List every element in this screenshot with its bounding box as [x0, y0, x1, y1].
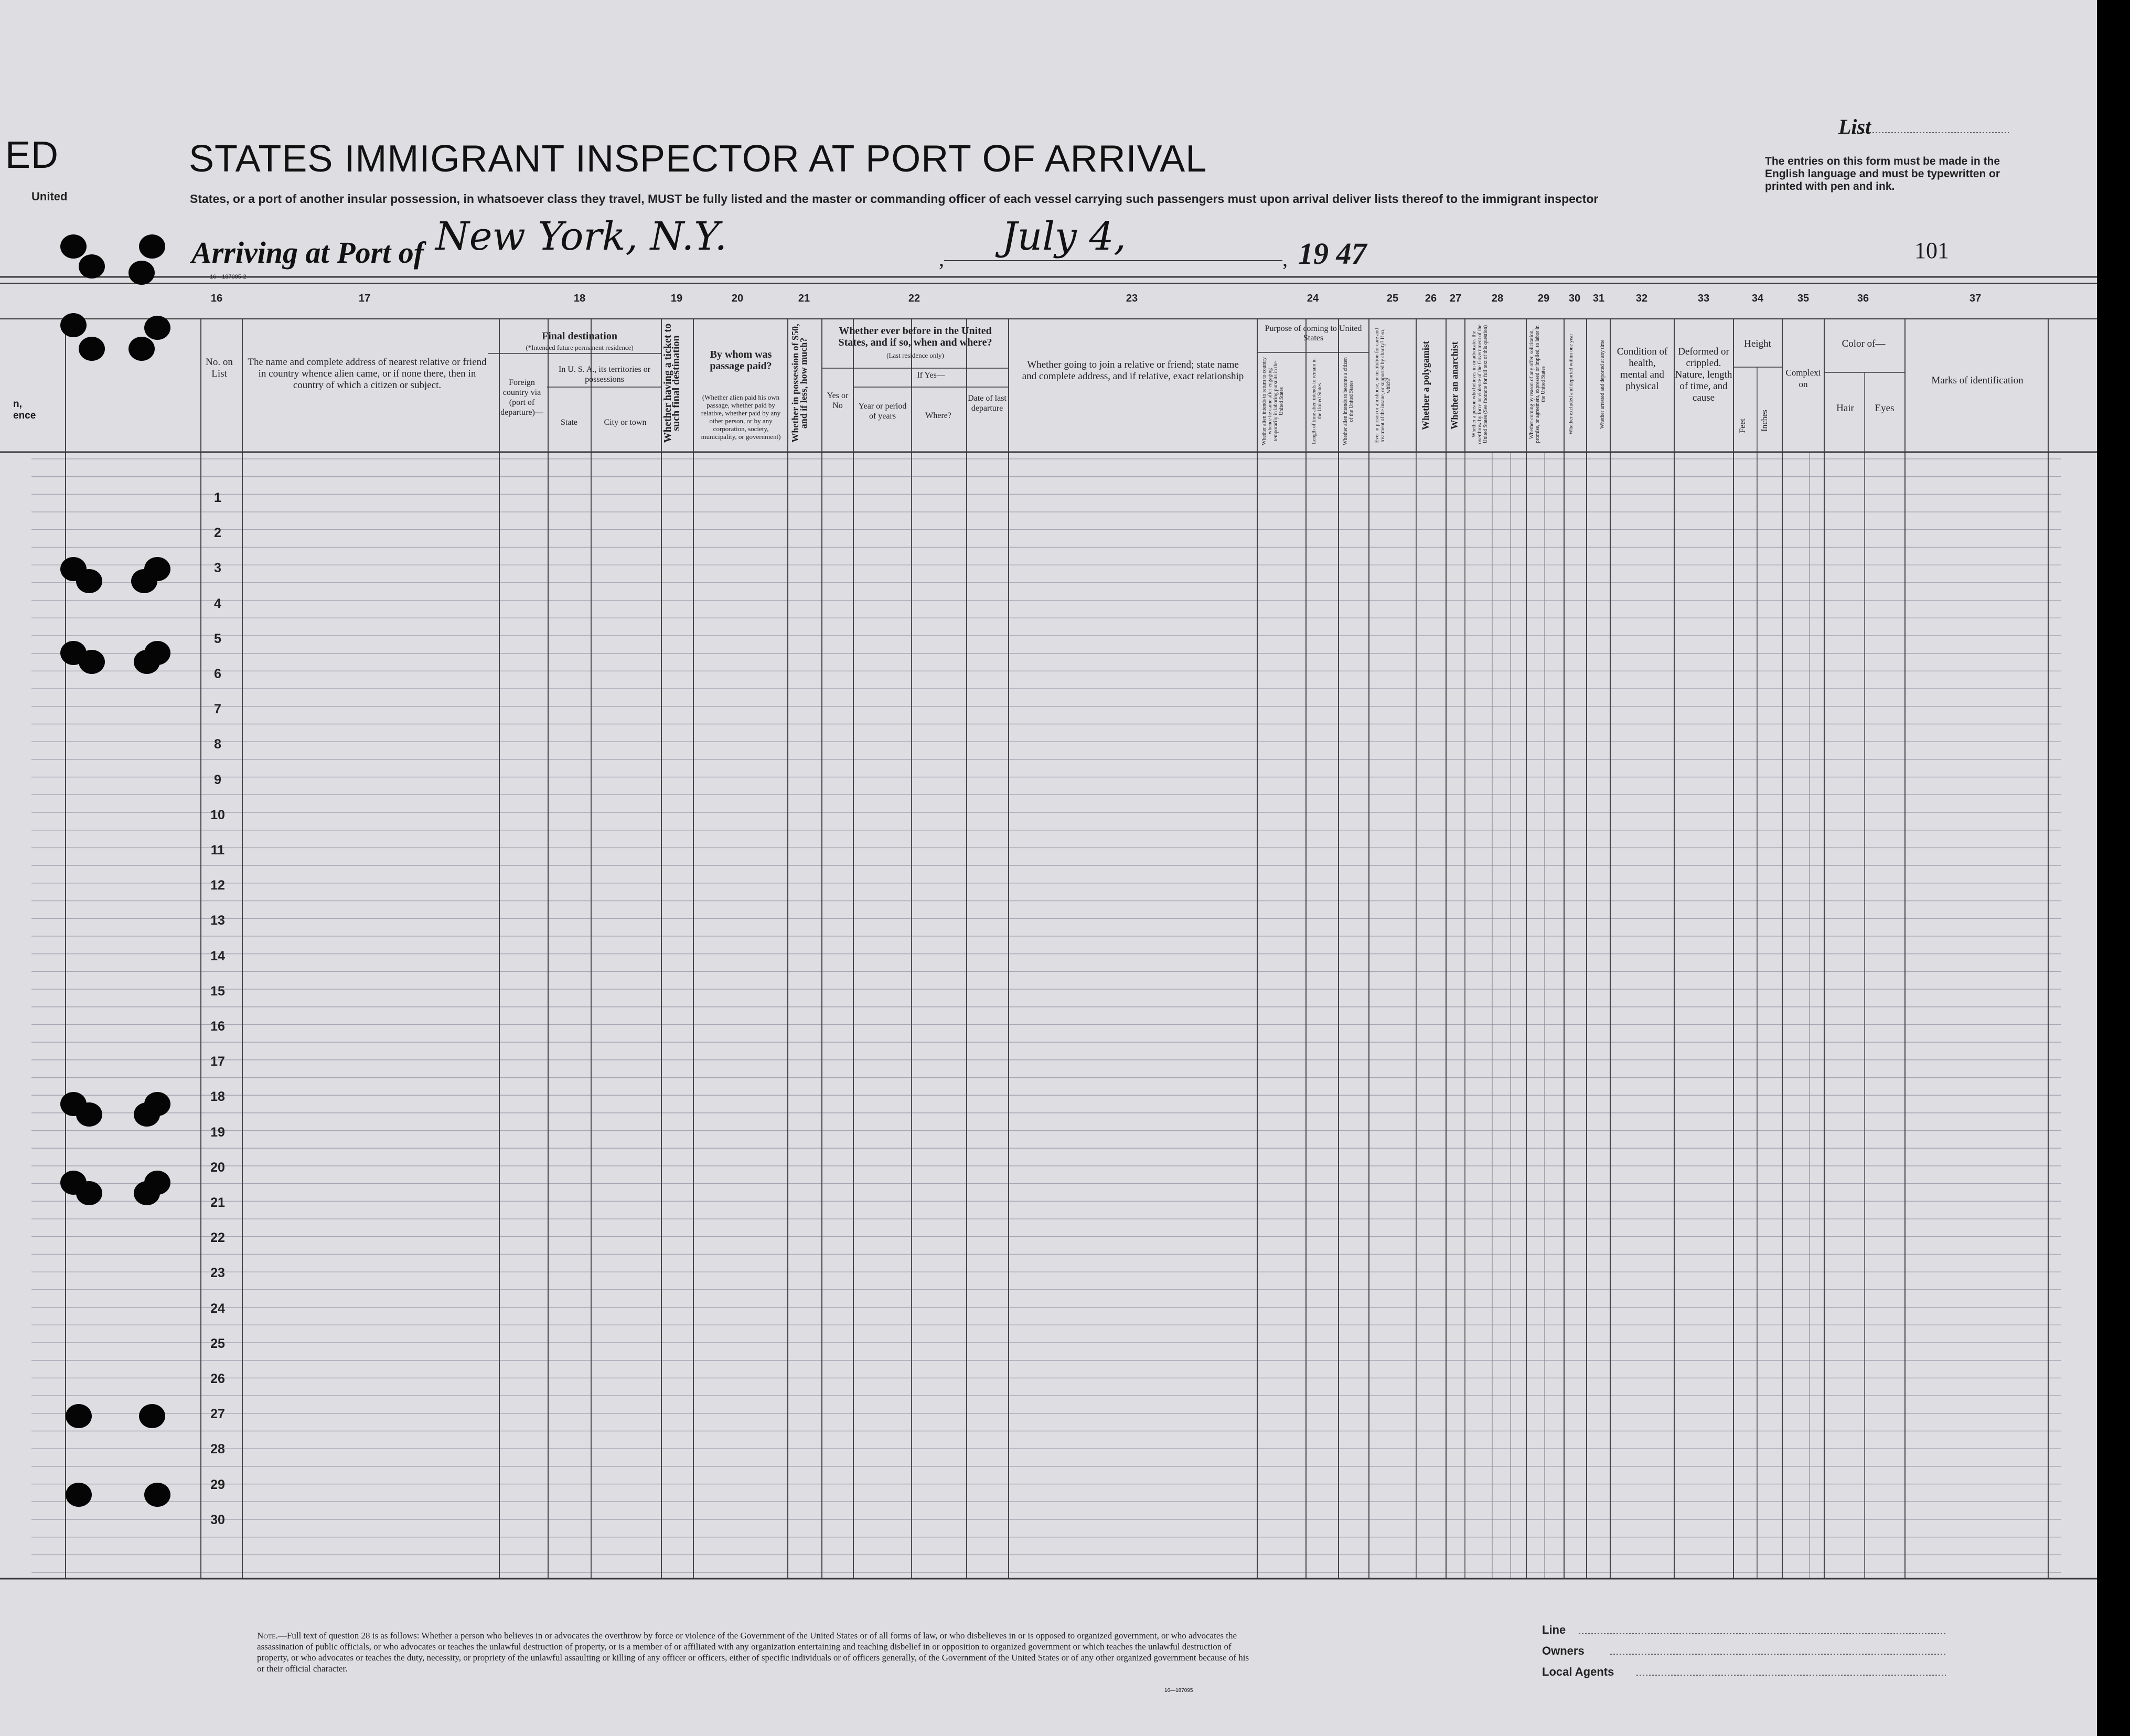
row-number: 2 [214, 526, 221, 541]
col34-feet-heading: Feet [1738, 419, 1747, 433]
col19-heading: Whether having a ticket to such final destination [662, 323, 682, 443]
col18-foreign-heading: Foreign country via (port of departure)— [500, 378, 543, 417]
row-number: 7 [214, 702, 221, 717]
col24-return-heading: Whether alien intends to return to country whence he came after engaging temporarily in laboring pursuits in the United States [1261, 357, 1285, 445]
col18-title: Final destination [542, 330, 617, 342]
punch-hole [139, 1404, 165, 1428]
row-number: 17 [210, 1054, 225, 1069]
col29-heading: Whether coming by reason of any offer, solicitation, promise, or agreement, expressed or implied, to labor in the United States [1529, 325, 1546, 443]
form-code: 16—187095-2 [210, 274, 247, 280]
column-number: 17 [358, 293, 371, 304]
punch-hole [60, 313, 87, 337]
row-number: 20 [210, 1160, 225, 1175]
col34-title: Height [1744, 338, 1771, 349]
row-number: 3 [214, 561, 221, 576]
column-number: 20 [731, 293, 744, 304]
row-number: 6 [214, 667, 221, 681]
row-number: 11 [210, 843, 225, 858]
column-number: 31 [1592, 293, 1605, 304]
col28-heading: Whether a person who believes in or advocates the overthrow by force or violence of the Government of the United States (See footnote for full text of this question) [1471, 324, 1489, 444]
punch-hole [134, 1102, 160, 1127]
col36-eyes-heading: Eyes [1875, 403, 1894, 414]
arriving-at-port-label: Arriving at Port of [191, 235, 424, 270]
col20-title: By whom was passage paid? [710, 349, 772, 372]
form-title: STATES IMMIGRANT INSPECTOR AT PORT OF ARRIVAL [189, 138, 1207, 180]
row-number: 22 [210, 1230, 225, 1246]
left-fragment-line: ence [13, 410, 36, 421]
row-number: 15 [210, 983, 225, 999]
col24-citizen-heading: Whether alien intends to become a citizen of the United States [1343, 357, 1354, 445]
col33-heading: Deformed or crippled. Nature, length of time, and cause [1675, 346, 1732, 403]
row-number: 18 [210, 1089, 225, 1105]
col22-ifyes: If Yes— [917, 371, 945, 380]
col18-state-heading: State [561, 418, 577, 427]
column-number: 23 [1126, 293, 1138, 304]
column-number: 24 [1307, 293, 1319, 304]
left-fragment-text: ED [5, 134, 59, 176]
punch-hole [66, 1404, 92, 1428]
row-number: 30 [210, 1512, 225, 1527]
row-number: 8 [214, 737, 221, 752]
side-instructions: The entries on this form must be made in the English language and must be typewritten or printed with pen and ink. [1765, 155, 2000, 192]
arrival-date-value: July 4, [1002, 214, 1126, 259]
row-number: 10 [210, 807, 225, 822]
punch-hole [76, 569, 102, 593]
comma-separator: , [1282, 247, 1288, 271]
col18-note: (*Intended future permanent residence) [526, 344, 634, 351]
column-number: 32 [1635, 293, 1648, 304]
column-number: 29 [1537, 293, 1550, 304]
column-number: 33 [1697, 293, 1710, 304]
row-number: 21 [210, 1195, 225, 1210]
punch-hole [79, 337, 105, 361]
column-number: 28 [1491, 293, 1504, 304]
col23-heading: Whether going to join a relative or friend; state name and complete address, and if relative, exact relationship [1022, 359, 1244, 382]
row-number: 23 [210, 1266, 225, 1281]
col22-date-heading: Date of last departure [968, 394, 1007, 413]
row-number: 25 [210, 1336, 225, 1351]
comma-separator: , [939, 247, 944, 271]
col36-hair-heading: Hair [1836, 403, 1854, 414]
col31-heading: Whether arrested and deported at any time [1600, 339, 1605, 429]
punch-hole [134, 650, 160, 674]
footnote-text: —Full text of question 28 is as follows: Whether a person who believes in or advocates the overthrow by force or violence of the Government of the United States or of all forms of law, or who disbelieves in or is opposed to organized government, or who advocates the assassination of public officials, or who advocates or teaches the unlawful destruction of property, or is a member of or affiliated with any organization entertaining and teaching disbelief in or opposition to organized government or which teaches the unlawful destruction of property, or who advocates or teaches the duty, necessity, or propriety of the unlawful assaulting or killing of any officer or officers, either of specific individuals or of officers generally, of the Government of the United States or of any other organized government because of his or their official character. [257, 1631, 1249, 1674]
footer-form-code: 16—187095 [1164, 1688, 1193, 1694]
row-number: 27 [210, 1407, 225, 1422]
column-number: 34 [1751, 293, 1764, 304]
punch-hole [144, 316, 170, 340]
col18-usa-heading: In U. S. A., its territories or possessions [558, 365, 651, 384]
punch-hole [144, 1483, 170, 1507]
punch-hole [131, 569, 157, 593]
punch-hole [129, 337, 155, 361]
row-number: 28 [210, 1442, 225, 1457]
row-number: 4 [214, 596, 221, 611]
row-number: 14 [210, 948, 225, 963]
row-number: 9 [214, 772, 221, 787]
sheet-number: 101 [1914, 238, 1949, 263]
col27-heading: Whether an anarchist [1449, 341, 1460, 430]
column-number: 22 [908, 293, 920, 304]
row-number: 29 [210, 1477, 225, 1492]
column-number: 16 [210, 293, 223, 304]
left-fragment-line: n, [13, 399, 22, 410]
col36-title: Color of— [1842, 338, 1886, 349]
column-number: 37 [1969, 293, 1982, 304]
column-number: 18 [573, 293, 586, 304]
left-fragment-subtext: United [31, 190, 68, 203]
column-number: 21 [798, 293, 810, 304]
punch-hole [134, 1181, 160, 1205]
col26-heading: Whether a polygamist [1420, 341, 1431, 430]
column-number: 35 [1797, 293, 1810, 304]
col17-heading: The name and complete address of nearest relative or friend in country whence alien came, or if none there, then in country of which a citizen or subject. [248, 357, 487, 391]
port-of-arrival-value: New York, N.Y. [435, 214, 727, 259]
local-agents-label: Local Agents [1542, 1665, 1614, 1678]
row-number: 19 [210, 1124, 225, 1140]
punch-hole [79, 254, 105, 278]
line-label: Line [1542, 1623, 1566, 1636]
col20-note: (Whether alien paid his own passage, whether paid by relative, whether paid by any other person, or by any corporation, society, municipality, or government) [701, 393, 781, 441]
col34-inches-heading: Inches [1760, 410, 1769, 432]
col25-heading: Ever in prison or almshouse, or institution for care and treatment of the insane, or supported by charity? If so, which? [1374, 328, 1392, 443]
footnote-label: Note. [257, 1631, 278, 1641]
punch-hole [129, 261, 155, 285]
col22-note: (Last residence only) [886, 351, 944, 359]
column-number: 27 [1449, 293, 1462, 304]
punch-hole [76, 1102, 102, 1127]
col22-yesno-heading: Yes or No [827, 391, 849, 410]
punch-hole [60, 234, 87, 259]
form-subtitle: States, or a port of another insular possession, in whatsoever class they travel, MUST be fully listed and the master or commanding officer of each vessel carrying such passengers must upon arrival deliver lists thereof to the immigrant inspector [190, 192, 1599, 206]
col24-length-heading: Length of time alien intends to remain in the United States [1311, 358, 1323, 444]
col22-title: Whether ever before in the United States, and if so, when and where? [838, 325, 992, 348]
row-number: 13 [210, 913, 225, 928]
punch-hole [79, 650, 105, 674]
col21-heading: Whether in possession of $50, and if less, how much? [790, 324, 809, 443]
owners-label: Owners [1542, 1644, 1585, 1657]
row-number: 12 [210, 878, 225, 893]
column-number: 30 [1568, 293, 1581, 304]
column-number: 36 [1857, 293, 1869, 304]
column-number: 19 [670, 293, 683, 304]
column-number: 26 [1425, 293, 1437, 304]
row-number: 5 [214, 631, 221, 646]
punch-hole [66, 1483, 92, 1507]
col24-title: Purpose of coming to United States [1265, 324, 1362, 342]
col35-heading: Complexion [1785, 368, 1821, 389]
arrival-year-value: 19 47 [1298, 237, 1367, 271]
col32-heading: Condition of health, mental and physical [1617, 346, 1668, 392]
row-number: 16 [210, 1019, 225, 1034]
col18-city-heading: City or town [604, 418, 647, 427]
col22-year-heading: Year or period of years [858, 402, 907, 421]
column-number: 25 [1386, 293, 1399, 304]
row-number: 26 [210, 1371, 225, 1386]
col22-where-heading: Where? [925, 411, 951, 420]
row-number: 24 [210, 1301, 225, 1316]
col37-heading: Marks of identification [1931, 375, 2024, 386]
punch-hole [76, 1181, 102, 1205]
punch-hole [139, 234, 165, 259]
list-label: List [1838, 115, 1871, 138]
footnote [257, 1630, 1254, 1674]
row-number: 1 [214, 490, 221, 505]
col30-heading: Whether excluded and deported within one year [1568, 334, 1574, 435]
col16-heading: No. on List [206, 357, 233, 379]
